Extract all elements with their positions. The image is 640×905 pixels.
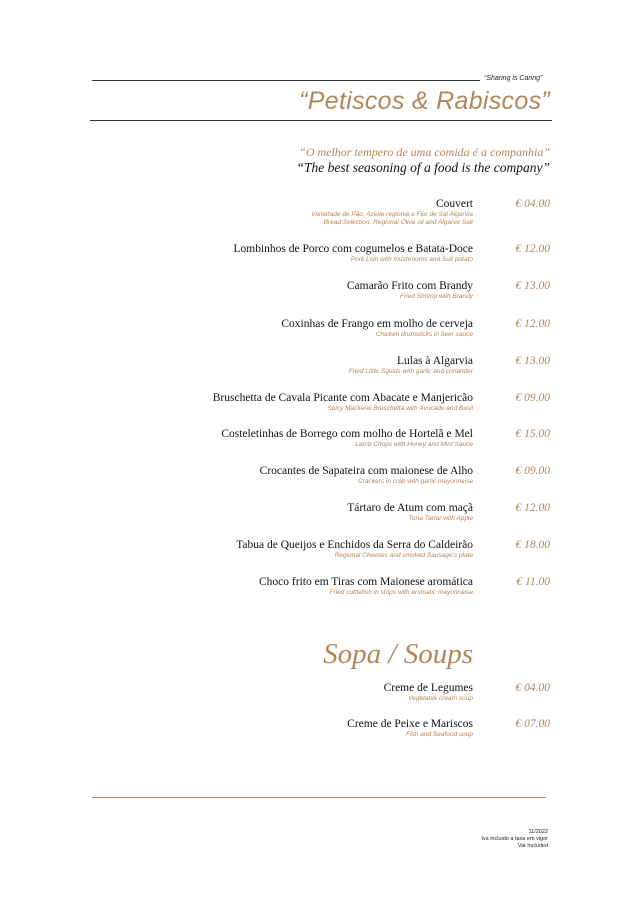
menu-item — [0, 428, 640, 460]
item-price: € 12.00 — [515, 243, 550, 255]
item-description: Fried Little Squids with garlic and coriander — [348, 368, 473, 375]
footer-vat-en: Vat Included — [517, 843, 548, 849]
item-name: Choco frito em Tiras com Maionese aromática — [259, 576, 473, 588]
item-name: Tártaro de Atum com maçã — [347, 502, 473, 514]
item-price: € 11.00 — [516, 576, 550, 588]
item-price: € 12.00 — [515, 318, 550, 330]
item-name: Creme de Legumes — [383, 682, 473, 694]
menu-item — [0, 392, 640, 424]
item-name: Camarão Frito com Brandy — [346, 280, 473, 292]
footer — [481, 829, 548, 850]
item-name: Lombinhos de Porco com cogumelos e Batata-Doce — [233, 243, 473, 255]
item-description: Vegetable cream soup — [408, 695, 473, 702]
soups-section-title: Sopa / Soups — [323, 638, 473, 670]
footer-vat-pt: Iva incluido a taxa em vigor — [481, 836, 548, 842]
item-description: Tuna Tartar with Apple — [408, 515, 473, 522]
bottom-divider — [92, 797, 546, 798]
item-price: € 09.00 — [515, 465, 550, 477]
quote-portuguese: “O melhor tempero de uma comida é a companhia” — [299, 145, 550, 159]
item-price: € 15.00 — [515, 428, 550, 440]
item-description: Spicy Mackerel Bruschetta with Avocado and Basil — [327, 405, 473, 412]
menu-item — [0, 502, 640, 534]
item-price: € 12.00 — [515, 502, 550, 514]
item-name: Crocantes de Sapateira com maionese de Alho — [259, 465, 473, 477]
item-price: € 18.00 — [515, 539, 550, 551]
item-description: Chicken drumsticks in beer sauce — [375, 331, 473, 338]
item-price: € 13.00 — [515, 355, 550, 367]
menu-item — [0, 539, 640, 571]
item-price: € 09.00 — [515, 392, 550, 404]
menu-item — [0, 355, 640, 387]
tagline: “Sharing is Caring” — [484, 75, 543, 82]
item-description: Pork Loin with mushrooms and Suit potato — [350, 256, 473, 263]
footer-date: 11/2022 — [528, 829, 548, 835]
menu-item — [0, 280, 640, 312]
item-name: Coxinhas de Frango em molho de cerveja — [281, 318, 473, 330]
item-description: Crackers in crab with garlic mayonnaise — [358, 478, 473, 485]
item-description: Fried Shrimp with Brandy — [400, 293, 473, 300]
menu-item — [0, 576, 640, 608]
item-price: € 07.00 — [515, 718, 550, 730]
menu-item — [0, 318, 640, 350]
item-name: Creme de Peixe e Mariscos — [347, 718, 473, 730]
title-divider — [90, 120, 552, 121]
item-description: Fish and Seafood soup — [406, 731, 473, 738]
menu-item — [0, 243, 640, 275]
item-name: Bruschetta de Cavala Picante com Abacate e Manjericão — [212, 392, 473, 404]
item-name: Tabua de Queijos e Enchidos da Serra do Caldeirão — [236, 539, 473, 551]
quote-english: “The best seasoning of a food is the company” — [296, 160, 550, 175]
menu-item — [0, 465, 640, 497]
item-name: Lulas à Algarvia — [396, 355, 473, 367]
item-name: Couvert — [435, 198, 473, 210]
item-description-english: Bread Selection, Regional Olive oil and Algarve Salt — [323, 219, 473, 226]
item-description: Regional Cheeses and smoked Sausage’s plate — [334, 552, 473, 559]
top-divider — [92, 80, 480, 81]
menu-title: “Petiscos & Rabiscos” — [299, 87, 550, 115]
menu-item — [0, 682, 640, 714]
item-description: Fried cuttlefish in strips with aromatic mayonnaise — [329, 589, 473, 596]
menu-item — [0, 198, 640, 230]
item-description: Lamb Chops with Honey and Mint Sauce — [355, 441, 473, 448]
menu-item — [0, 718, 640, 750]
item-price: € 04.00 — [515, 682, 550, 694]
item-price: € 04.00 — [515, 198, 550, 210]
item-description: Variedade de Pão, Azeite regional e Flor de Sal Algarvia — [311, 211, 473, 218]
item-name: Costeletinhas de Borrego com molho de Hortelã e Mel — [221, 428, 473, 440]
item-price: € 13.00 — [515, 280, 550, 292]
